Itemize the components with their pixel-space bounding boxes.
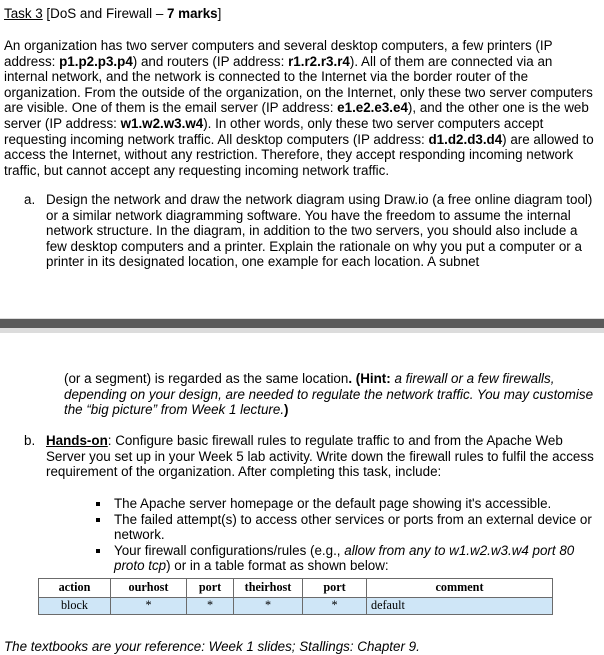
table-header-row (39, 579, 553, 598)
col-ourhost: ourhost (111, 579, 187, 598)
hint-label: (Hint: (355, 371, 395, 386)
intro-paragraph: An organization has two server computers and several desktop computers, a few printers (IP address: p1.p2.p3.p4) and routers (IP address: r1.r2.r3.r4). All of them are connected via an internal network, and the network is connected to the Internet via the border router of the organization. From the outside of the organization, on the Internet, only these two server computers are visible. One of them is the email server (IP address: e1.e2.e3.e4), and the other one is the web server (IP address: w1.w2.w3.w4). In other words, only these two server computers accept requesting incoming network traffic. All desktop computers (IP address: d1.d2.d3.d4) are allowed to access the Internet, without any restriction. Therefore, they accept responding incoming network traffic, but cannot accept any requesting incoming network traffic. (4, 38, 594, 178)
item-b-text: : Configure basic firewall rules to regulate traffic to and from the Apache Web Server you set up in your Week 5 lab activity. Write down the firewall rules to fulfil the access requirement of the organization. After completing this task, include: (46, 433, 594, 480)
col-comment: comment (367, 579, 553, 598)
cell-theirhost: * (234, 598, 303, 615)
item-b-marker: b. (24, 433, 36, 448)
task-number: Task 3 (4, 6, 43, 21)
page-top (0, 0, 604, 318)
cell-port: * (187, 598, 234, 615)
deliverables-list (94, 496, 594, 574)
ip-desktop: d1.d2.d3.d4 (428, 131, 503, 147)
task-marks: 7 marks (167, 6, 218, 21)
ip-email-server: e1.e2.e3.e4 (337, 100, 408, 116)
ip-web-server: w1.w2.w3.w4 (120, 115, 204, 131)
ip-router: r1.r2.r3.r4 (288, 53, 350, 69)
ip-printer: p1.p2.p3.p4 (59, 53, 133, 69)
page-break-band (0, 319, 604, 328)
hands-on-label: Hands-on (46, 433, 108, 448)
bullet-icon (96, 549, 100, 553)
page-break (0, 318, 604, 333)
item-a-marker: a. (24, 192, 36, 207)
task-title: Task 3 [DoS and Firewall – 7 marks] (4, 6, 222, 21)
list-item: The Apache server homepage or the default page showing it's accessible. (94, 496, 594, 512)
col-theirhost: theirhost (234, 579, 303, 598)
table-row (39, 598, 553, 615)
firewall-rules-table (38, 578, 553, 615)
list-item: Your firewall configurations/rules (e.g., allow from any to w1.w2.w3.w4 port 80 proto tcp) or in a table format as shown below: (94, 543, 594, 574)
bullet-icon (96, 518, 100, 522)
col-their-port: port (303, 579, 367, 598)
item-a-text: Design the network and draw the network diagram using Draw.io (a free online diagram tool) or a similar network diagramming software. You have the freedom to assume the internal network structure. In the diagram, in addition to the two servers, you should also include a few desktop computers and a printer. Explain the rationale on why you put a computer or a printer in its designated location, one example for each location. A subnet (46, 192, 593, 270)
cell-their-port: * (303, 598, 367, 615)
list-item: The failed attempt(s) to access other services or ports from an external device or network. (94, 512, 594, 543)
col-action: action (39, 579, 111, 598)
col-port: port (187, 579, 234, 598)
bullet-icon (96, 502, 100, 506)
item-a (24, 192, 598, 270)
page-bottom (0, 333, 604, 652)
cell-ourhost: * (111, 598, 187, 615)
cell-comment: default (367, 598, 553, 615)
item-a-continued: (or a segment) is regarded as the same location. (Hint: a firewall or a few firewalls, depending on your design, are needed to regulate the network traffic. You may customise the “big picture” from Week 1 lecture.) (64, 371, 594, 418)
reference-note: The textbooks are your reference: Week 1 slides; Stallings: Chapter 9. (4, 639, 420, 654)
item-b (24, 433, 598, 480)
cell-action: block (39, 598, 111, 615)
hint-text: a firewall or a few firewalls, depending on your design, are needed to regulate the network traffic. You may customise the “big picture” from Week 1 lecture. (64, 371, 594, 418)
